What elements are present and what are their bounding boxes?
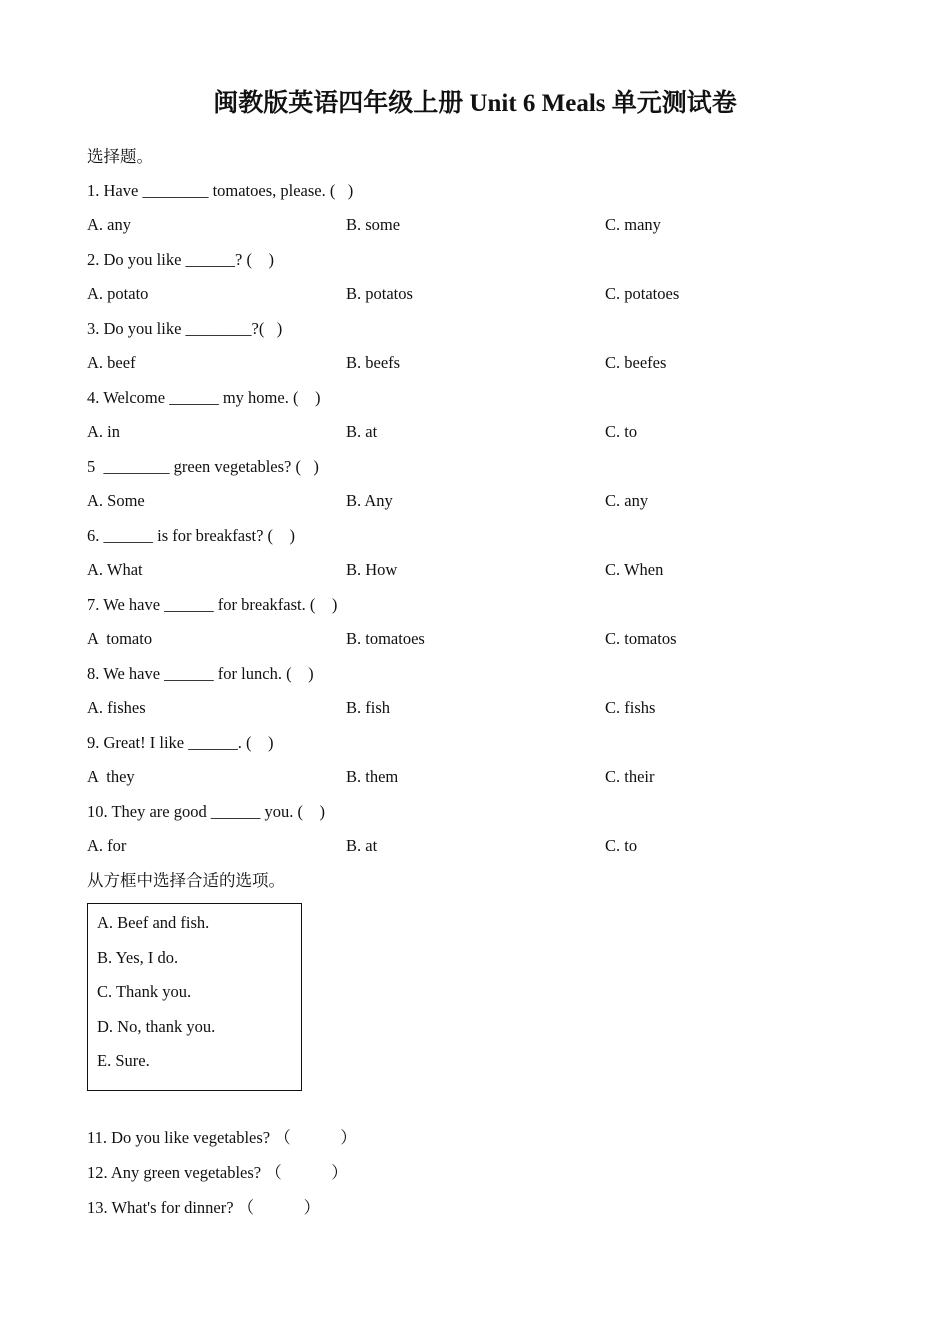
option-a: A. for (87, 836, 127, 855)
question-4-options (87, 421, 867, 443)
question-10: 10. They are good ______ you. ( ) (87, 802, 325, 821)
box-item-d: D. No, thank you. (97, 1017, 216, 1036)
question-8: 8. We have ______ for lunch. ( ) (87, 664, 314, 683)
question-9: 9. Great! I like ______. ( ) (87, 733, 274, 752)
option-c: C. to (605, 422, 638, 441)
option-b: B. potatos (346, 284, 413, 303)
question-7: 7. We have ______ for breakfast. ( ) (87, 595, 338, 614)
box-item-a: A. Beef and fish. (97, 913, 210, 932)
option-c: C. to (605, 836, 638, 855)
option-c: C. tomatos (605, 629, 677, 648)
section-heading-matching: 从方框中选择合适的选项。 (87, 871, 285, 890)
question-13: 13. What's for dinner? （ ） (87, 1198, 321, 1217)
option-c: C. any (605, 491, 649, 510)
section-heading-choice: 选择题。 (87, 147, 153, 166)
question-8-options (87, 697, 867, 719)
option-c: C. their (605, 767, 655, 786)
option-a: A. any (87, 215, 131, 234)
option-a: A. in (87, 422, 120, 441)
question-7-options (87, 628, 867, 650)
question-5: 5 ________ green vegetables? ( ) (87, 457, 319, 476)
option-b: B. at (346, 422, 378, 441)
box-item-e: E. Sure. (97, 1051, 150, 1070)
answer-choices-box (87, 903, 302, 1091)
option-c: C. When (605, 560, 664, 579)
page-title: 闽教版英语四年级上册 Unit 6 Meals 单元测试卷 (213, 90, 737, 117)
question-5-options (87, 490, 867, 512)
option-b: B. Any (346, 491, 393, 510)
box-item-c: C. Thank you. (97, 982, 192, 1001)
option-a: A. What (87, 560, 143, 579)
option-b: B. some (346, 215, 401, 234)
option-a: A. Some (87, 491, 145, 510)
option-b: B. them (346, 767, 399, 786)
box-item-b: B. Yes, I do. (97, 948, 179, 967)
option-c: C. fishs (605, 698, 656, 717)
option-c: C. potatoes (605, 284, 680, 303)
option-c: C. beefes (605, 353, 667, 372)
option-b: B. tomatoes (346, 629, 425, 648)
question-2-options (87, 283, 867, 305)
question-1-options (87, 214, 867, 236)
question-9-options (87, 766, 867, 788)
question-6-options (87, 559, 867, 581)
option-a: A. potato (87, 284, 149, 303)
option-b: B. How (346, 560, 398, 579)
option-a: A tomato (87, 629, 153, 648)
option-c: C. many (605, 215, 661, 234)
question-4: 4. Welcome ______ my home. ( ) (87, 388, 321, 407)
question-12: 12. Any green vegetables? （ ） (87, 1163, 348, 1182)
question-2: 2. Do you like ______? ( ) (87, 250, 274, 269)
question-1: 1. Have ________ tomatoes, please. ( ) (87, 181, 354, 200)
option-b: B. at (346, 836, 378, 855)
option-a: A they (87, 767, 135, 786)
question-11: 11. Do you like vegetables? （ ） (87, 1128, 357, 1147)
question-10-options (87, 835, 867, 857)
option-b: B. beefs (346, 353, 401, 372)
question-6: 6. ______ is for breakfast? ( ) (87, 526, 296, 545)
question-3: 3. Do you like ________?( ) (87, 319, 283, 338)
question-3-options (87, 352, 867, 374)
option-a: A. beef (87, 353, 136, 372)
option-a: A. fishes (87, 698, 146, 717)
option-b: B. fish (346, 698, 391, 717)
